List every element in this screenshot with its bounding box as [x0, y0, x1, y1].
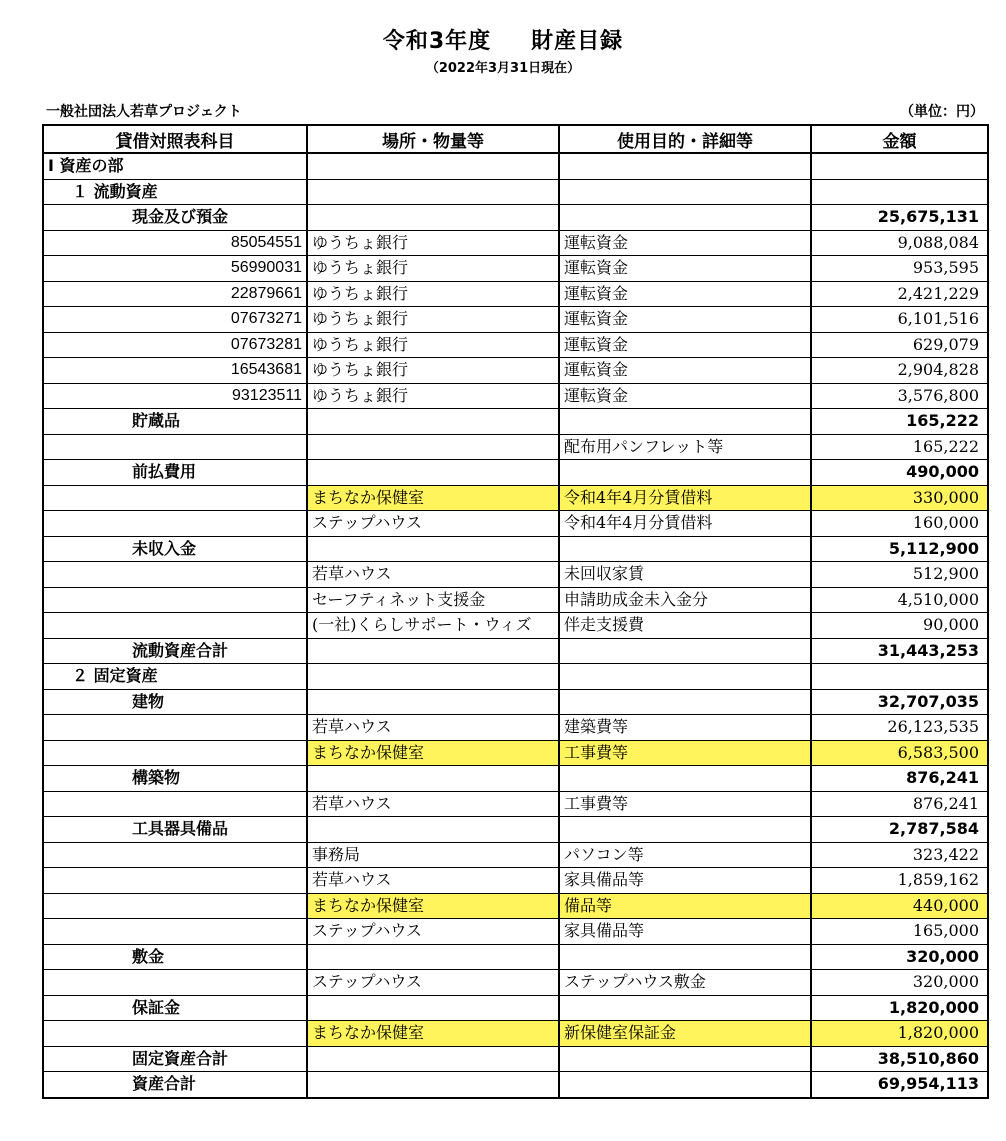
table-row	[43, 383, 988, 409]
purpose-cell: 新保健室保証金	[559, 1021, 811, 1047]
table-row	[43, 256, 988, 282]
table-row	[43, 1072, 988, 1098]
place-cell: ステップハウス	[307, 919, 559, 945]
title-name: 財産目録	[531, 29, 624, 54]
purpose-cell	[559, 536, 811, 562]
table-row	[43, 613, 988, 639]
amount-cell	[811, 664, 988, 690]
place-cell	[307, 434, 559, 460]
table-row	[43, 664, 988, 690]
account-number	[43, 842, 307, 868]
place-cell: ゆうちょ銀行	[307, 383, 559, 409]
table-row	[43, 740, 988, 766]
amount-cell: 330,000	[811, 485, 988, 511]
amount-cell: 32,707,035	[811, 689, 988, 715]
purpose-cell: 運転資金	[559, 307, 811, 333]
purpose-cell: 伴走支援費	[559, 613, 811, 639]
purpose-cell: 配布用パンフレット等	[559, 434, 811, 460]
purpose-cell: 運転資金	[559, 358, 811, 384]
place-cell: まちなか保健室	[307, 485, 559, 511]
purpose-cell	[559, 817, 811, 843]
account-category-label: 前払費用	[43, 460, 307, 486]
place-cell: ゆうちょ銀行	[307, 332, 559, 358]
table-row	[43, 1021, 988, 1047]
amount-cell: 3,576,800	[811, 383, 988, 409]
account-category-label: Ⅰ 資産の部	[43, 153, 307, 179]
amount-cell: 6,583,500	[811, 740, 988, 766]
place-cell: 若草ハウス	[307, 562, 559, 588]
account-category-label: 固定資産合計	[43, 1046, 307, 1072]
table-row	[43, 919, 988, 945]
place-cell: 若草ハウス	[307, 791, 559, 817]
purpose-cell	[559, 205, 811, 231]
purpose-cell	[559, 179, 811, 205]
table-row	[43, 995, 988, 1021]
table-row	[43, 944, 988, 970]
header-account-item: 貸借対照表科目	[43, 125, 307, 153]
account-number	[43, 715, 307, 741]
table-row	[43, 179, 988, 205]
place-cell: 若草ハウス	[307, 868, 559, 894]
purpose-cell: 工事費等	[559, 740, 811, 766]
amount-cell: 2,904,828	[811, 358, 988, 384]
account-category-label: ２ 固定資産	[43, 664, 307, 690]
place-cell	[307, 766, 559, 792]
account-category-label: 敷金	[43, 944, 307, 970]
account-number	[43, 893, 307, 919]
purpose-cell: 建築費等	[559, 715, 811, 741]
account-category-label: １ 流動資産	[43, 179, 307, 205]
place-cell	[307, 689, 559, 715]
account-number	[43, 511, 307, 537]
place-cell: 事務局	[307, 842, 559, 868]
purpose-cell: パソコン等	[559, 842, 811, 868]
table-body	[43, 153, 988, 1098]
place-cell: まちなか保健室	[307, 893, 559, 919]
account-number	[43, 562, 307, 588]
account-number	[43, 485, 307, 511]
table-row	[43, 842, 988, 868]
place-cell: (一社)くらしサポート・ウィズ	[307, 613, 559, 639]
purpose-cell	[559, 944, 811, 970]
amount-cell: 9,088,084	[811, 230, 988, 256]
purpose-cell: 運転資金	[559, 230, 811, 256]
place-cell: ゆうちょ銀行	[307, 230, 559, 256]
account-number	[43, 434, 307, 460]
place-cell	[307, 1072, 559, 1098]
account-number	[43, 1021, 307, 1047]
purpose-cell	[559, 664, 811, 690]
table-row	[43, 205, 988, 231]
table-row	[43, 409, 988, 435]
purpose-cell: 運転資金	[559, 332, 811, 358]
amount-cell: 1,820,000	[811, 995, 988, 1021]
account-category-label: 流動資産合計	[43, 638, 307, 664]
account-category-label: 保証金	[43, 995, 307, 1021]
amount-cell: 38,510,860	[811, 1046, 988, 1072]
table-row	[43, 638, 988, 664]
title-year: 令和3年度	[382, 29, 492, 54]
table-row	[43, 332, 988, 358]
account-category-label: 未収入金	[43, 536, 307, 562]
purpose-cell	[559, 995, 811, 1021]
purpose-cell: 備品等	[559, 893, 811, 919]
amount-cell: 165,222	[811, 409, 988, 435]
table-row	[43, 511, 988, 537]
account-category-label: 資産合計	[43, 1072, 307, 1098]
account-category-label: 構築物	[43, 766, 307, 792]
purpose-cell: 工事費等	[559, 791, 811, 817]
table-row	[43, 715, 988, 741]
account-number: 85054551	[43, 230, 307, 256]
table-row	[43, 460, 988, 486]
account-category-label: 貯蔵品	[43, 409, 307, 435]
amount-cell: 4,510,000	[811, 587, 988, 613]
table-row	[43, 562, 988, 588]
amount-cell: 160,000	[811, 511, 988, 537]
amount-cell: 320,000	[811, 944, 988, 970]
table-row	[43, 281, 988, 307]
account-number	[43, 587, 307, 613]
amount-cell: 6,101,516	[811, 307, 988, 333]
amount-cell: 876,241	[811, 791, 988, 817]
purpose-cell	[559, 1046, 811, 1072]
amount-cell: 2,787,584	[811, 817, 988, 843]
account-category-label: 工具器具備品	[43, 817, 307, 843]
header-amount: 金額	[811, 125, 988, 153]
amount-cell: 1,820,000	[811, 1021, 988, 1047]
place-cell: ゆうちょ銀行	[307, 307, 559, 333]
account-number	[43, 740, 307, 766]
table-row	[43, 434, 988, 460]
purpose-cell	[559, 689, 811, 715]
place-cell: まちなか保健室	[307, 740, 559, 766]
purpose-cell: 運転資金	[559, 256, 811, 282]
place-cell	[307, 460, 559, 486]
table-row	[43, 817, 988, 843]
account-number: 16543681	[43, 358, 307, 384]
amount-cell: 629,079	[811, 332, 988, 358]
purpose-cell: 運転資金	[559, 383, 811, 409]
purpose-cell: 令和4年4月分賃借料	[559, 485, 811, 511]
purpose-cell	[559, 153, 811, 179]
table-row	[43, 153, 988, 179]
table-row	[43, 358, 988, 384]
table-row	[43, 791, 988, 817]
purpose-cell: 家具備品等	[559, 868, 811, 894]
account-category-label: 建物	[43, 689, 307, 715]
table-header-row	[43, 125, 988, 153]
amount-cell: 320,000	[811, 970, 988, 996]
table-row	[43, 587, 988, 613]
amount-cell: 5,112,900	[811, 536, 988, 562]
place-cell: セーフティネット支援金	[307, 587, 559, 613]
table-row	[43, 1046, 988, 1072]
amount-cell: 165,222	[811, 434, 988, 460]
place-cell: 若草ハウス	[307, 715, 559, 741]
purpose-cell: ステップハウス敷金	[559, 970, 811, 996]
table-row	[43, 536, 988, 562]
table-row	[43, 868, 988, 894]
asset-inventory-table	[42, 124, 989, 1099]
amount-cell: 953,595	[811, 256, 988, 282]
account-number: 07673271	[43, 307, 307, 333]
place-cell: ステップハウス	[307, 511, 559, 537]
amount-cell: 323,422	[811, 842, 988, 868]
purpose-cell	[559, 766, 811, 792]
amount-cell: 512,900	[811, 562, 988, 588]
place-cell	[307, 179, 559, 205]
purpose-cell	[559, 460, 811, 486]
place-cell	[307, 638, 559, 664]
place-cell: まちなか保健室	[307, 1021, 559, 1047]
unit-label: （単位：円）	[900, 104, 984, 120]
purpose-cell: 令和4年4月分賃借料	[559, 511, 811, 537]
account-number: 22879661	[43, 281, 307, 307]
table-row	[43, 893, 988, 919]
place-cell	[307, 205, 559, 231]
header-place: 場所・物量等	[307, 125, 559, 153]
place-cell	[307, 153, 559, 179]
amount-cell: 440,000	[811, 893, 988, 919]
as-of-date: （2022年3月31日現在）	[425, 61, 581, 76]
header-purpose: 使用目的・詳細等	[559, 125, 811, 153]
account-number: 93123511	[43, 383, 307, 409]
place-cell	[307, 1046, 559, 1072]
place-cell: ゆうちょ銀行	[307, 358, 559, 384]
account-category-label: 現金及び預金	[43, 205, 307, 231]
account-number	[43, 970, 307, 996]
account-number: 56990031	[43, 256, 307, 282]
account-number	[43, 868, 307, 894]
table-row	[43, 307, 988, 333]
amount-cell: 31,443,253	[811, 638, 988, 664]
purpose-cell	[559, 638, 811, 664]
amount-cell: 490,000	[811, 460, 988, 486]
amount-cell: 25,675,131	[811, 205, 988, 231]
purpose-cell: 運転資金	[559, 281, 811, 307]
place-cell	[307, 664, 559, 690]
place-cell: ゆうちょ銀行	[307, 281, 559, 307]
amount-cell: 90,000	[811, 613, 988, 639]
document-title	[0, 24, 1006, 55]
amount-cell: 26,123,535	[811, 715, 988, 741]
place-cell	[307, 944, 559, 970]
place-cell: ゆうちょ銀行	[307, 256, 559, 282]
account-number	[43, 919, 307, 945]
place-cell	[307, 409, 559, 435]
amount-cell	[811, 179, 988, 205]
account-number	[43, 791, 307, 817]
place-cell	[307, 817, 559, 843]
account-number: 07673281	[43, 332, 307, 358]
table-row	[43, 230, 988, 256]
purpose-cell: 申請助成金未入金分	[559, 587, 811, 613]
place-cell	[307, 995, 559, 1021]
table-row	[43, 970, 988, 996]
purpose-cell	[559, 409, 811, 435]
account-number	[43, 613, 307, 639]
table-row	[43, 766, 988, 792]
purpose-cell: 未回収家賃	[559, 562, 811, 588]
amount-cell: 69,954,113	[811, 1072, 988, 1098]
amount-cell: 876,241	[811, 766, 988, 792]
table-row	[43, 485, 988, 511]
purpose-cell	[559, 1072, 811, 1098]
amount-cell: 165,000	[811, 919, 988, 945]
purpose-cell: 家具備品等	[559, 919, 811, 945]
table-row	[43, 689, 988, 715]
amount-cell	[811, 153, 988, 179]
place-cell	[307, 536, 559, 562]
organization-name: 一般社団法人若草プロジェクト	[46, 104, 242, 120]
amount-cell: 2,421,229	[811, 281, 988, 307]
place-cell: ステップハウス	[307, 970, 559, 996]
amount-cell: 1,859,162	[811, 868, 988, 894]
